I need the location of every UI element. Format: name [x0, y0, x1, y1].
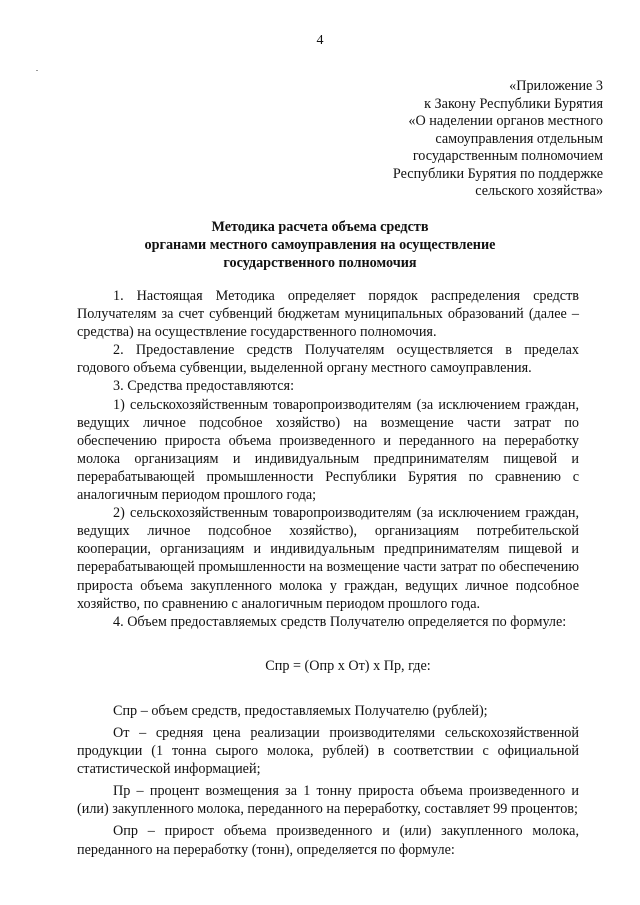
definition-ot: От – средняя цена реализации производителями сельскохозяйственной продукции (1 тонна сырого молока, рублей) в соответствии с официальной статистической информацией; — [77, 724, 579, 778]
appendix-line: самоуправления отдельным — [435, 130, 603, 147]
appendix-line: к Закону Республики Бурятия — [424, 95, 603, 112]
paragraph-2: 2. Предоставление средств Получателям осуществляется в пределах годового объема субвенции, выделенной органу местного самоуправления. — [77, 342, 579, 377]
document-body — [77, 287, 579, 859]
title-line: органами местного самоуправления на осуществление — [144, 237, 496, 253]
formula: Спр = (Опр х От) х Пр, где: — [265, 657, 431, 674]
paragraph-3: 3. Средства предоставляются: — [113, 378, 295, 395]
definition-pr: Пр – процент возмещения за 1 тонну прироста объема произведенного и (или) закупленного молока, переданного на переработку, составляет 99 процентов; — [77, 783, 579, 818]
paragraph-3-1: 1) сельскохозяйственным товаропроизводителям (за исключением граждан, ведущих личное подсобное хозяйство) на возмещение части затрат по обеспечению прироста объема произведенного и переданного на переработку молока организациям и индивидуальным предпринимателям пищевой и перерабатывающей промышленности Республики Бурятия по сравнению с аналогичным периодом прошлого года; — [77, 396, 579, 504]
paragraph-1: 1. Настоящая Методика определяет порядок распределения средств Получателям за счет субвенций бюджетам муниципальных образований (далее – средства) на осуществление государственного полномочия. — [77, 288, 579, 341]
appendix-line: «О наделении органов местного — [408, 113, 603, 129]
scan-speck — [36, 70, 38, 71]
appendix-line: сельского хозяйства» — [475, 183, 603, 199]
paragraph-3-2: 2) сельскохозяйственным товаропроизводителям (за исключением граждан, ведущих личное подсобное хозяйство), организациям потребительской кооперации, организациям и индивидуальным предпринимателям пищевой и перерабатывающей промышленности на возмещение части затрат по обеспечению прироста объема закупленного молока у граждан, ведущих личное подсобное хозяйство, по сравнению с аналогичным периодом прошлого года. — [77, 505, 579, 612]
appendix-line: государственным полномочием — [412, 148, 603, 164]
page-number: 4 — [316, 33, 324, 48]
appendix-line: «Приложение 3 — [509, 78, 603, 94]
document-title — [0, 218, 640, 272]
title-line: государственного полномочия — [223, 255, 417, 271]
definition-spr: Спр – объем средств, предоставляемых Получателю (рублей); — [113, 702, 488, 719]
title-line: Методика расчета объема средств — [211, 219, 429, 235]
appendix-header — [393, 78, 603, 201]
appendix-line: Республики Бурятия по поддержке — [392, 165, 603, 182]
definition-opr: Опр – прирост объема произведенного и (или) закупленного молока, переданного на переработку (тонн), определяется по формуле: — [77, 823, 579, 858]
paragraph-4: 4. Объем предоставляемых средств Получателю определяется по формуле: — [113, 613, 567, 630]
